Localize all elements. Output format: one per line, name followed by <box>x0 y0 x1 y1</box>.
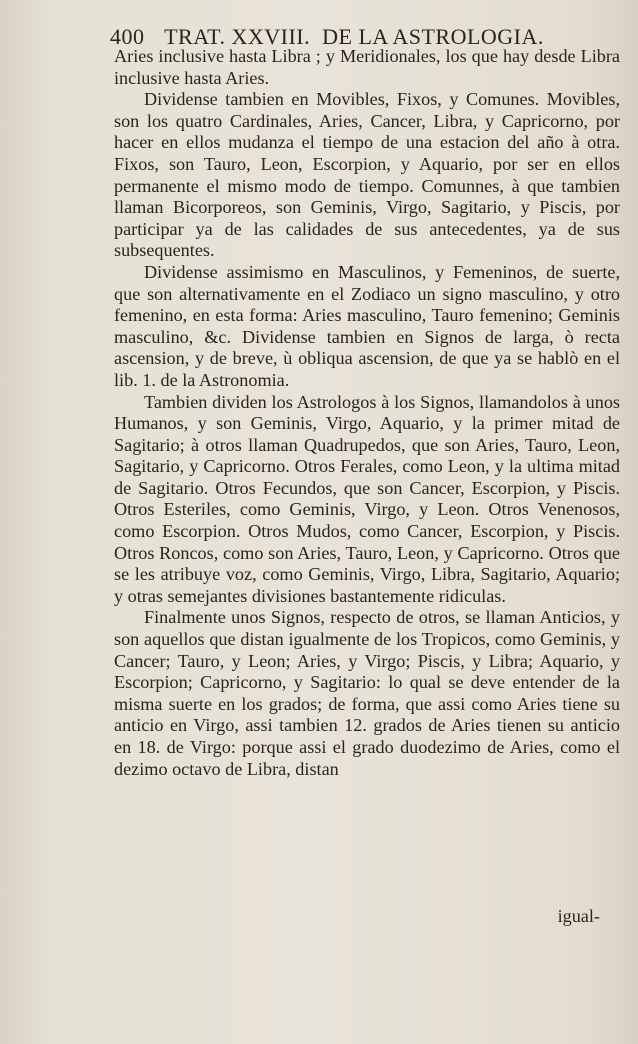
paragraph-continuation: Aries inclusive hasta Libra ; y Meridionales, los que hay desde Libra inclusive hasta Aries. <box>114 46 620 88</box>
paragraph-masculinos: Dividense assimismo en Masculinos, y Femeninos, de suerte, que son alternativamente en el Zodiaco un signo masculino, y otro femenino, en esta forma: Aries masculino, Tauro femenino; Geminis masculino, &c. Dividense tambien en Signos de larga, ò recta ascension, y de breve, ù obliqua ascension, de que ya se hablò en el lib. 1. de la Astronomia. <box>114 261 620 390</box>
header-title: DE LA ASTROLOGIA. <box>322 24 544 49</box>
body-text <box>114 46 620 780</box>
paragraph-anticios: Finalmente unos Signos, respecto de otros, se llaman Anticios, y son aquellos que distan igualmente de los Tropicos, como Geminis, y Cancer; Tauro, y Leon; Aries, y Virgo; Piscis, y Libra; Aquario, y Escorpion; Capricorno, y Sagitario: lo qual se deve entender de la misma suerte en los grados; de forma, que assi como Aries tiene su anticio en Virgo, assi tambien 12. grados de Aries tienen su anticio en 18. de Virgo: porque assi el grado duodezimo de Aries, como el dezimo octavo de Libra, distan <box>114 607 620 779</box>
catchword: igual- <box>557 906 600 926</box>
paragraph-movibles: Dividense tambien en Movibles, Fixos, y Comunes. Movibles, son los quatro Cardinales, Aries, Cancer, Libra, y Capricorno, por hacer en ellos mudanza el tiempo de una estacion del año à otra. Fixos, son Tauro, Leon, Escorpion, y Aquario, por ser en ellos permanente el mismo modo de tiempo. Comunnes, à que tambien llaman Bicorporeos, son Geminis, Virgo, Sagitario, y Piscis, por participar ya de las calidades de sus antecedentes, ya de sus subsequentes. <box>114 89 620 261</box>
page-number: 400 <box>110 24 145 49</box>
paragraph-divisiones: Tambien dividen los Astrologos à los Signos, llamandolos à unos Humanos, y son Geminis, Virgo, Aquario, y la primer mitad de Sagitario; à otros llaman Quadrupedos, que son Aries, Tauro, Leon, Sagitario, y Capricorno. Otros Ferales, como Leon, y la ultima mitad de Sagitario. Otros Fecundos, que son Cancer, Escorpion, y Piscis. Otros Esteriles, como Geminis, Virgo, y Leon. Otros Venenosos, como Escorpion. Otros Mudos, como Cancer, Escorpion, y Piscis. Otros Roncos, como son Aries, Tauro, Leon, y Capricorno. Otros que se les atribuye voz, como Geminis, Virgo, Libra, Sagitario, Aquario; y otras semejantes divisiones bastantemente ridiculas. <box>114 391 620 606</box>
treatise-number: TRAT. XXVIII. <box>164 24 311 49</box>
